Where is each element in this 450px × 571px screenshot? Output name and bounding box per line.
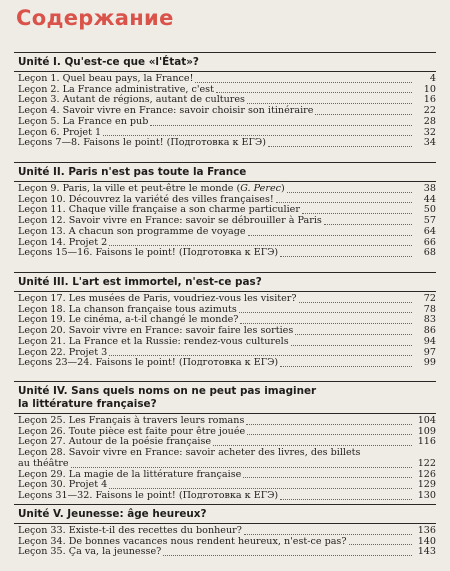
toc-entry[interactable]: Leçon 34. De bonnes vacances nous rendent heureux, n'est-ce pas? 140 [18,535,436,547]
toc-entry[interactable]: Leçon 6. Projet 1 32 [18,126,436,138]
unit-title: Unité I. Qu'est-ce que «l'État»? [14,53,436,72]
toc-entry[interactable]: Leçon 30. Projet 4 129 [18,479,436,491]
toc-entry[interactable]: Leçon 27. Autour de la poésie française 116 [18,436,436,448]
toc-entry[interactable]: Leçon 4. Savoir vivre en France: savoir choisir son itinéraire 22 [18,105,436,117]
toc-entry[interactable]: Leçon 9. Paris, la ville et peut-être le monde (G. Perec) 38 [18,183,436,194]
toc-entry[interactable]: Leçon 13. A chacun son programme de voyage 64 [18,225,436,237]
toc-entry[interactable]: Leçons 7—8. Faisons le point! (Подготовка к ЕГЭ) 34 [18,137,436,149]
unit-entries [14,524,436,558]
toc-entry[interactable]: Leçon 12. Savoir vivre en France: savoir se débrouiller à Paris 57 [18,215,436,227]
unit-entries [14,292,436,369]
toc-entry[interactable]: Leçon 20. Savoir vivre en France: savoir faire les sorties 86 [18,325,436,337]
toc-entry[interactable]: Leçon 5. La France en pub 28 [18,115,436,127]
unit-2 [14,162,436,259]
unit-entries [14,414,436,502]
toc-entry[interactable]: Leçon 14. Projet 2 66 [18,236,436,248]
unit-title: Unité V. Jeunesse: âge heureux? [14,505,436,524]
unit-title: Unité IV. Sans quels noms on ne peut pas imaginer la littérature française? [14,382,436,414]
unit-5 [14,504,436,558]
toc-entry[interactable]: Leçon 2. La France administrative, c'est 10 [18,83,436,95]
toc-entry[interactable]: Leçon 29. La magie de la littérature française 126 [18,468,436,480]
unit-1 [14,52,436,149]
toc-entry[interactable]: Leçon 25. Les Français à travers leurs romans 104 [18,415,436,426]
toc-entry[interactable]: Leçon 22. Projet 3 97 [18,346,436,358]
toc-entry[interactable]: Leçon 3. Autant de régions, autant de cultures 16 [18,94,436,106]
toc-entry[interactable]: Leçon 1. Quel beau pays, la France! 4 [18,73,436,84]
toc-entry[interactable]: Leçons 15—16. Faisons le point! (Подготовка к ЕГЭ) 68 [18,247,436,259]
toc-entry[interactable]: Leçon 11. Chaque ville française a son charme particulier 50 [18,204,436,216]
toc-entry[interactable]: Leçon 21. La France et la Russie: rendez-vous culturels 94 [18,335,436,347]
toc-entry[interactable]: Leçon 10. Découvrez la variété des villes françaises! 44 [18,193,436,205]
unit-title: Unité III. L'art est immortel, n'est-ce pas? [14,273,436,292]
toc-entry[interactable]: Leçons 23—24. Faisons le point! (Подготовка к ЕГЭ) 99 [18,357,436,369]
toc-entry[interactable]: Leçon 19. Le cinéma, a-t-il changé le monde? 83 [18,314,436,326]
unit-3 [14,272,436,369]
toc-entry[interactable]: Leçon 35. Ça va, la jeunesse? 143 [18,546,436,558]
unit-entries [14,72,436,149]
unit-entries [14,182,436,259]
toc-entry[interactable]: Leçon 26. Toute pièce est faite pour être jouée 109 [18,425,436,437]
toc-entry[interactable]: Leçon 18. La chanson française tous azimuts 78 [18,303,436,315]
unit-title: Unité II. Paris n'est pas toute la France [14,163,436,182]
toc-entry[interactable]: Leçon 17. Les musées de Paris, voudriez-vous les visiter? 72 [18,293,436,304]
toc-entry[interactable]: Leçon 33. Existe-t-il des recettes du bonheur? 136 [18,525,436,536]
toc-entry[interactable]: Leçons 31—32. Faisons le point! (Подготовка к ЕГЭ) 130 [18,489,436,501]
unit-4 [14,381,436,502]
toc-entry[interactable]: Leçon 28. Savoir vivre en France: savoir acheter des livres, des billets au théâtre 122 [18,447,436,469]
page-title: Содержание [16,6,174,30]
